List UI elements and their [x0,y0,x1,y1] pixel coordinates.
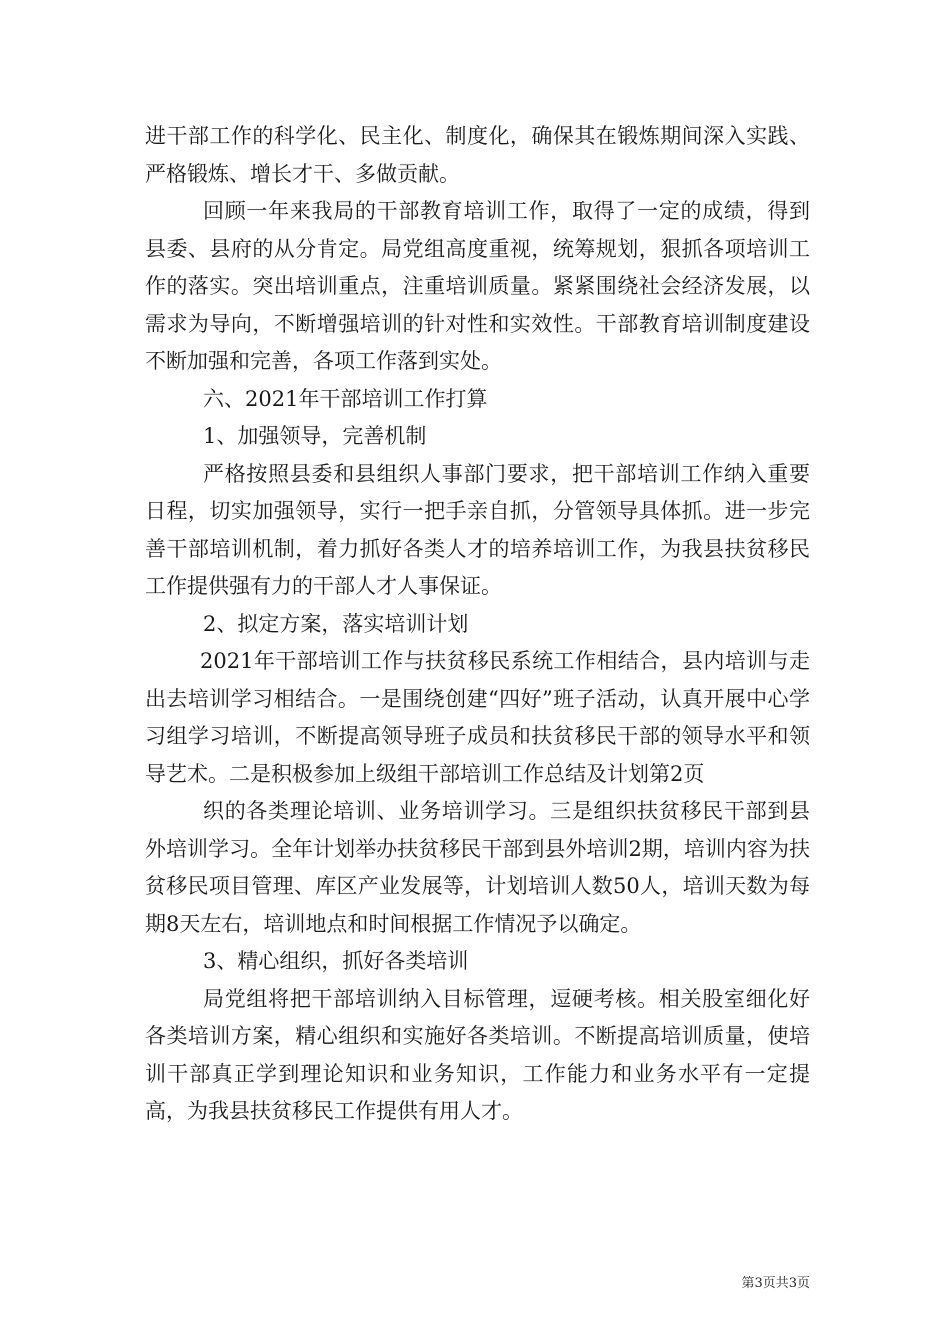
subheading-plan: 2、拟定方案，落实培训计划 [203,611,469,636]
paragraph-plan: 2021年干部培训工作与扶贫移民系统工作相结合，县内培训与走出去培训学习相结合。一是围绕创建“四好”班子活动，认真开展中心学习组学习培训，不断提高领导班子成员和扶贫移民干部的领导水平和领导艺术。二是积极参加上级组干部培训工作总结及计划第2页 [145,649,810,786]
paragraph-leadership: 严格按照县委和县组织人事部门要求，把干部培训工作纳入重要日程，切实加强领导，实行一把手亲自抓，分管领导具体抓。进一步完善干部培训机制，着力抓好各类人才的培养培训工作，为我县扶贫移民工作提供强有力的干部人才人事保证。 [145,461,810,598]
paragraph-organize: 局党组将把干部培训纳入目标管理，逗硬考核。相关股室细化好各类培训方案，精心组织和实施好各类培训。不断提高培训质量，使培训干部真正学到理论知识和业务知识，工作能力和业务水平有一定提高，为我县扶贫移民工作提供有用人才。 [145,986,810,1123]
page-footer: 第3页共3页 [741,1276,810,1291]
subheading-leadership: 1、加强领导，完善机制 [203,424,427,448]
paragraph-review: 回顾一年来我局的干部教育培训工作，取得了一定的成绩，得到县委、县府的从分肯定。局党组高度重视，统筹规划，狠抓各项培训工作的落实。突出培训重点，注重培训质量。紧紧围绕社会经济发展，以需求为导向，不断增强培训的针对性和实效性。干部教育培训制度建设不断加强和完善，各项工作落到实处。 [145,199,810,373]
subheading-organize: 3、精心组织，抓好各类培训 [203,949,469,973]
paragraph-training: 织的各类理论培训、业务培训学习。三是组织扶贫移民干部到县外培训学习。全年计划举办扶贫移民干部到县外培训2期，培训内容为扶贫移民项目管理、库区产业发展等，计划培训人数50人，培训天数为每期8天左右，培训地点和时间根据工作情况予以确定。 [145,799,810,936]
paragraph-continuation: 进干部工作的科学化、民主化、制度化，确保其在锻炼期间深入实践、严格锻炼、增长才干、多做贡献。 [145,124,810,186]
section-heading-plan: 六、2021年干部培训工作打算 [203,386,488,411]
document-body [145,118,810,1131]
